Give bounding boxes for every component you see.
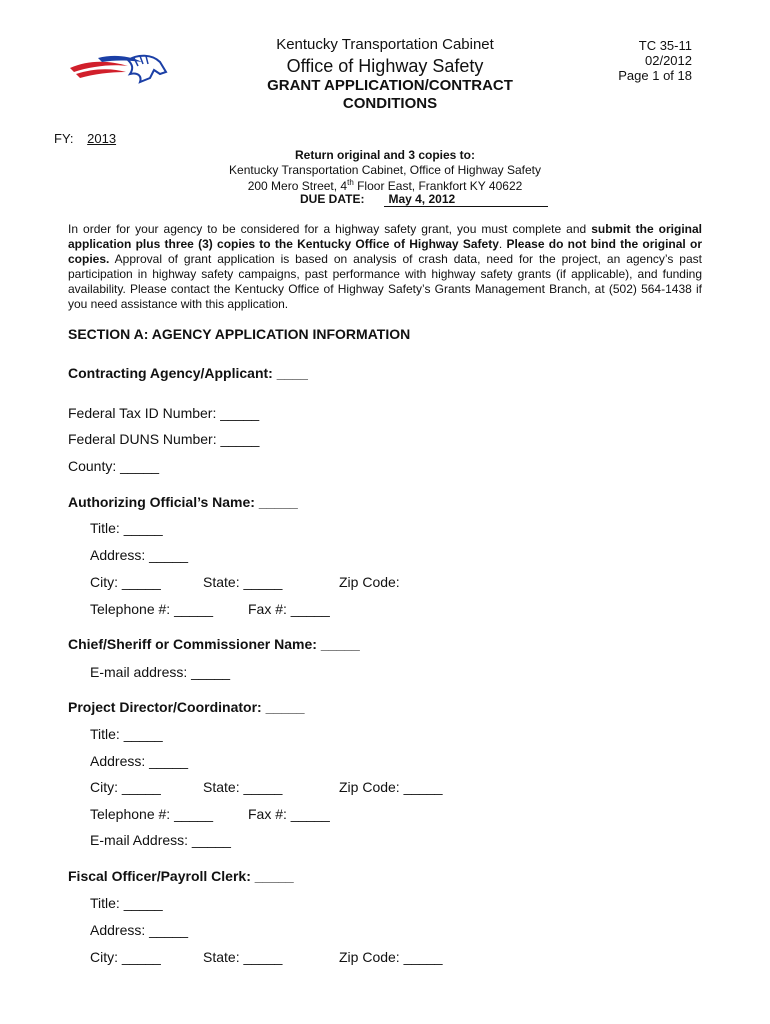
return-address-1: Kentucky Transportation Cabinet, Office of Highway Safety	[229, 163, 541, 177]
due-date	[300, 192, 548, 207]
project-director-fax-field[interactable]: Fax #: _____	[248, 806, 330, 822]
due-date-value: May 4, 2012	[384, 192, 548, 207]
intro-text-1: In order for your agency to be considered for a highway safety grant, you must complete and	[68, 222, 592, 236]
intro-paragraph	[68, 222, 702, 312]
section-a-title: SECTION A: AGENCY APPLICATION INFORMATION	[68, 326, 411, 342]
intro-bold-2: Please do not bind the original or copies.	[68, 237, 703, 266]
fiscal-title-field[interactable]: Title: _____	[90, 895, 163, 911]
federal-tax-id-field[interactable]: Federal Tax ID Number: _____	[68, 405, 260, 421]
county-field[interactable]: County: _____	[68, 458, 160, 474]
return-address-2b: Floor East, Frankfort KY 40622	[353, 179, 523, 193]
chief-email-field[interactable]: E-mail address: _____	[90, 664, 231, 680]
intro-text-2: .	[498, 237, 507, 251]
fiscal-zip-field[interactable]: Zip Code: _____	[339, 949, 443, 965]
project-director-zip-field[interactable]: Zip Code: _____	[339, 779, 443, 795]
federal-duns-field[interactable]: Federal DUNS Number: _____	[68, 431, 260, 447]
logo-red-stripe-2	[76, 69, 126, 78]
authorizing-official-name-field[interactable]: Authorizing Official’s Name: _____	[68, 494, 298, 510]
project-director-state-field[interactable]: State: _____	[203, 779, 283, 795]
fiscal-city-field[interactable]: City: _____	[90, 949, 161, 965]
project-director-name-field[interactable]: Project Director/Coordinator: _____	[68, 699, 305, 715]
return-heading: Return original and 3 copies to:	[294, 148, 476, 162]
office-name: Office of Highway Safety	[286, 56, 484, 76]
authorizing-title-field[interactable]: Title: _____	[90, 520, 163, 536]
kentucky-horse-logo	[68, 52, 168, 88]
form-date: 02/2012	[645, 53, 692, 68]
fy-label: FY:	[54, 131, 74, 146]
project-director-email-field[interactable]: E-mail Address: _____	[90, 832, 231, 848]
project-director-title-field[interactable]: Title: _____	[90, 726, 163, 742]
due-date-label: DUE DATE:	[300, 192, 365, 206]
fy-value[interactable]: 2013	[87, 131, 117, 146]
authorizing-telephone-field[interactable]: Telephone #: _____	[90, 601, 213, 617]
authorizing-city-field[interactable]: City: _____	[90, 574, 161, 590]
fiscal-state-field[interactable]: State: _____	[203, 949, 283, 965]
authorizing-state-field[interactable]: State: _____	[203, 574, 283, 590]
authorizing-fax-field[interactable]: Fax #: _____	[248, 601, 330, 617]
page-number: Page 1 of 18	[618, 68, 692, 83]
fiscal-officer-name-field[interactable]: Fiscal Officer/Payroll Clerk: _____	[68, 868, 294, 884]
cabinet-name: Kentucky Transportation Cabinet	[276, 36, 494, 53]
contracting-agency-field[interactable]: Contracting Agency/Applicant: ____	[68, 365, 308, 381]
return-address-2a: 200 Mero Street, 4	[247, 179, 348, 193]
page-title: GRANT APPLICATION/CONTRACT CONDITIONS	[267, 77, 513, 112]
form-info	[600, 38, 692, 83]
fiscal-address-field[interactable]: Address: _____	[90, 922, 189, 938]
intro-text-3: Approval of grant application is based on analysis of crash data, need for the project, an agency’s past participation in highway safety campaigns, past performance with highway safety grants (if applicable), and funding availability. Please contact the Kentucky Office of Highway Safety’s Grants Management Branch, at (502) 564-1438 if you need assistance with this application.	[68, 252, 702, 311]
intro-bold-1: submit the original application plus three (3) copies to the Kentucky Office of Highway Safety	[68, 222, 702, 251]
project-director-telephone-field[interactable]: Telephone #: _____	[90, 806, 213, 822]
project-director-address-field[interactable]: Address: _____	[90, 753, 189, 769]
return-address-2-sup: th	[347, 178, 354, 187]
authorizing-zip-field[interactable]: Zip Code:	[339, 574, 400, 590]
project-director-city-field[interactable]: City: _____	[90, 779, 161, 795]
chief-name-field[interactable]: Chief/Sheriff or Commissioner Name: _____	[68, 636, 360, 652]
fiscal-year	[54, 131, 116, 146]
form-number: TC 35-11	[638, 38, 692, 53]
authorizing-address-field[interactable]: Address: _____	[90, 547, 189, 563]
return-address-2	[180, 178, 590, 193]
